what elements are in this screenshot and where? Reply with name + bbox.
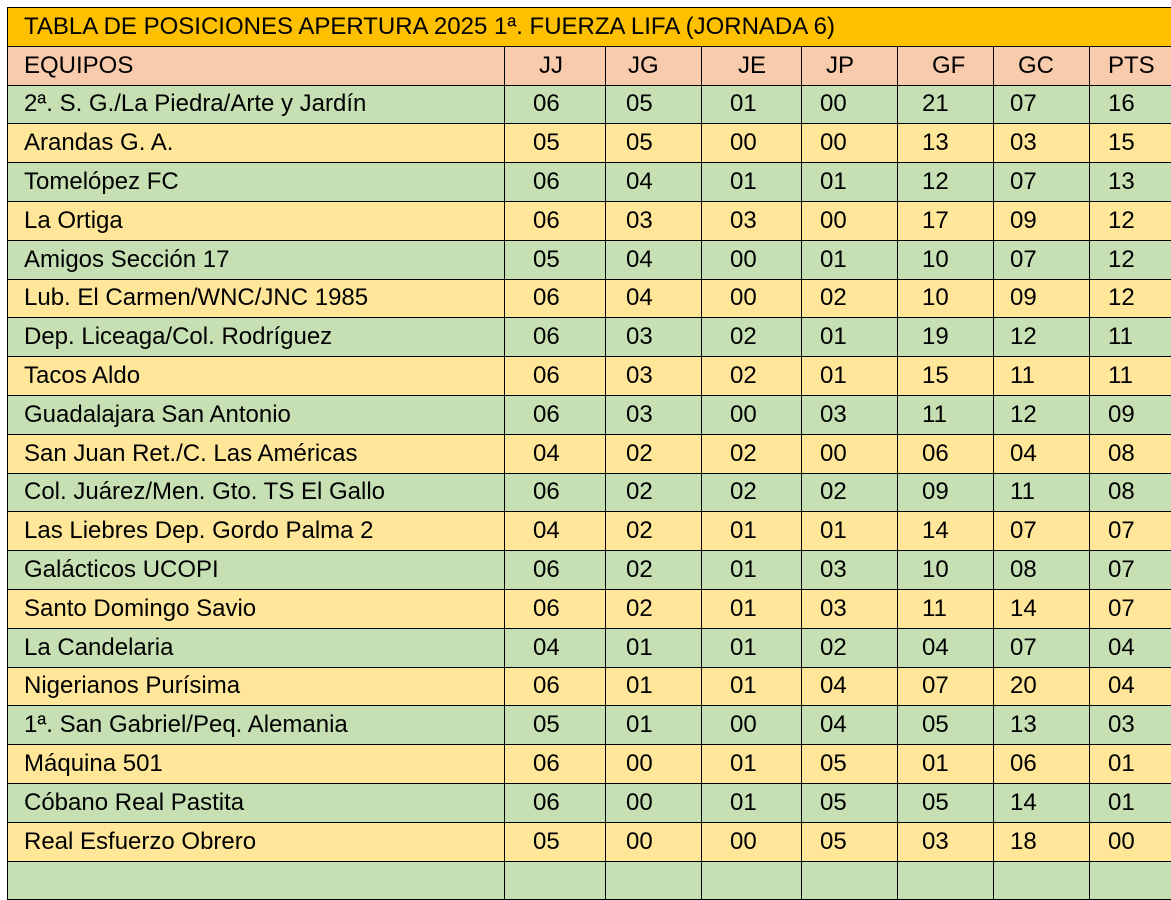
cell-gc: 11 [994,357,1090,396]
cell-gc: 07 [994,85,1090,124]
cell-team-name: San Juan Ret./C. Las Américas [8,434,505,473]
cell-pts: 16 [1090,85,1171,124]
cell-jg: 03 [606,357,702,396]
cell-pts: 04 [1090,628,1171,667]
empty-cell [606,861,702,900]
cell-pts: 12 [1090,279,1171,318]
cell-gc: 11 [994,473,1090,512]
cell-jj: 06 [505,357,606,396]
cell-jg: 03 [606,318,702,357]
cell-jp: 00 [802,434,898,473]
cell-team-name: Arandas G. A. [8,124,505,163]
table-row [8,357,1171,396]
cell-gc: 18 [994,822,1090,861]
empty-cell [994,861,1090,900]
cell-jg: 03 [606,201,702,240]
cell-gc: 08 [994,551,1090,590]
table-row [8,783,1171,822]
cell-gc: 07 [994,512,1090,551]
cell-pts: 07 [1090,551,1171,590]
cell-team-name: Máquina 501 [8,745,505,784]
cell-gc: 20 [994,667,1090,706]
cell-jp: 04 [802,706,898,745]
cell-jg: 00 [606,822,702,861]
cell-jp: 03 [802,589,898,628]
cell-team-name: La Candelaria [8,628,505,667]
cell-pts: 01 [1090,745,1171,784]
cell-jj: 06 [505,667,606,706]
cell-gf: 19 [898,318,994,357]
cell-team-name: 1ª. San Gabriel/Peq. Alemania [8,706,505,745]
cell-jj: 04 [505,434,606,473]
header-pts: PTS [1090,46,1171,85]
cell-jg: 01 [606,706,702,745]
cell-team-name: Lub. El Carmen/WNC/JNC 1985 [8,279,505,318]
cell-gf: 17 [898,201,994,240]
cell-jj: 05 [505,822,606,861]
cell-jp: 05 [802,822,898,861]
cell-jj: 06 [505,395,606,434]
cell-gf: 07 [898,667,994,706]
table-row [8,628,1171,667]
cell-gc: 07 [994,240,1090,279]
cell-team-name: Nigerianos Purísima [8,667,505,706]
empty-row [8,861,1171,900]
cell-team-name: Guadalajara San Antonio [8,395,505,434]
cell-jg: 02 [606,512,702,551]
cell-jp: 02 [802,473,898,512]
cell-jg: 01 [606,628,702,667]
cell-jj: 06 [505,551,606,590]
table-row [8,318,1171,357]
cell-jg: 04 [606,163,702,202]
table-row [8,240,1171,279]
cell-gc: 12 [994,318,1090,357]
cell-jg: 03 [606,395,702,434]
cell-jj: 04 [505,512,606,551]
cell-je: 02 [702,434,802,473]
cell-jp: 00 [802,85,898,124]
cell-pts: 03 [1090,706,1171,745]
cell-jp: 03 [802,551,898,590]
cell-pts: 11 [1090,357,1171,396]
cell-jp: 02 [802,628,898,667]
table-row [8,706,1171,745]
cell-pts: 08 [1090,434,1171,473]
table-row [8,279,1171,318]
cell-team-name: Real Esfuerzo Obrero [8,822,505,861]
cell-team-name: Cóbano Real Pastita [8,783,505,822]
cell-gc: 13 [994,706,1090,745]
table-row [8,395,1171,434]
cell-je: 02 [702,318,802,357]
cell-jg: 00 [606,745,702,784]
cell-gf: 05 [898,783,994,822]
cell-gf: 13 [898,124,994,163]
cell-team-name: Col. Juárez/Men. Gto. TS El Gallo [8,473,505,512]
cell-pts: 13 [1090,163,1171,202]
cell-jp: 04 [802,667,898,706]
cell-gf: 15 [898,357,994,396]
cell-team-name: Dep. Liceaga/Col. Rodríguez [8,318,505,357]
header-gf: GF [898,46,994,85]
header-jg: JG [606,46,702,85]
empty-cell [898,861,994,900]
cell-pts: 12 [1090,240,1171,279]
cell-team-name: Tomelópez FC [8,163,505,202]
cell-jg: 02 [606,551,702,590]
cell-team-name: 2ª. S. G./La Piedra/Arte y Jardín [8,85,505,124]
cell-team-name: Tacos Aldo [8,357,505,396]
cell-gc: 09 [994,201,1090,240]
cell-je: 00 [702,822,802,861]
cell-gc: 14 [994,783,1090,822]
cell-jj: 06 [505,745,606,784]
table-row [8,201,1171,240]
empty-cell [505,861,606,900]
cell-jj: 06 [505,589,606,628]
cell-gf: 01 [898,745,994,784]
cell-jp: 01 [802,357,898,396]
cell-gc: 12 [994,395,1090,434]
cell-gf: 03 [898,822,994,861]
cell-team-name: Santo Domingo Savio [8,589,505,628]
table-row [8,822,1171,861]
cell-gf: 04 [898,628,994,667]
header-je: JE [702,46,802,85]
cell-pts: 07 [1090,589,1171,628]
standings-table [7,7,1171,900]
cell-je: 01 [702,589,802,628]
table-row [8,434,1171,473]
cell-jj: 06 [505,473,606,512]
cell-jg: 01 [606,667,702,706]
cell-jp: 05 [802,745,898,784]
table-row [8,124,1171,163]
cell-gf: 10 [898,279,994,318]
header-equipos: EQUIPOS [8,46,505,85]
cell-je: 01 [702,85,802,124]
cell-jg: 02 [606,434,702,473]
table-row [8,512,1171,551]
cell-gf: 14 [898,512,994,551]
cell-jp: 03 [802,395,898,434]
cell-je: 01 [702,628,802,667]
cell-jg: 02 [606,589,702,628]
cell-jg: 05 [606,85,702,124]
cell-pts: 00 [1090,822,1171,861]
table-row [8,551,1171,590]
cell-jj: 06 [505,85,606,124]
cell-gf: 11 [898,395,994,434]
title-row [8,8,1171,47]
table-row [8,745,1171,784]
cell-je: 00 [702,706,802,745]
cell-je: 01 [702,745,802,784]
table-title: TABLA DE POSICIONES APERTURA 2025 1ª. FUERZA LIFA (JORNADA 6) [8,8,1171,47]
cell-jj: 05 [505,240,606,279]
cell-gf: 06 [898,434,994,473]
cell-gf: 12 [898,163,994,202]
empty-cell [702,861,802,900]
cell-jg: 00 [606,783,702,822]
header-jp: JP [802,46,898,85]
table-row [8,163,1171,202]
empty-cell [802,861,898,900]
cell-gc: 03 [994,124,1090,163]
cell-je: 00 [702,124,802,163]
cell-gf: 05 [898,706,994,745]
header-row [8,46,1171,85]
cell-gc: 07 [994,163,1090,202]
cell-je: 01 [702,512,802,551]
cell-pts: 15 [1090,124,1171,163]
cell-gc: 07 [994,628,1090,667]
header-jj: JJ [505,46,606,85]
cell-jp: 01 [802,240,898,279]
cell-pts: 12 [1090,201,1171,240]
cell-gf: 10 [898,240,994,279]
cell-je: 00 [702,395,802,434]
cell-gc: 09 [994,279,1090,318]
cell-pts: 11 [1090,318,1171,357]
cell-jj: 04 [505,628,606,667]
cell-pts: 07 [1090,512,1171,551]
cell-team-name: Las Liebres Dep. Gordo Palma 2 [8,512,505,551]
cell-jp: 00 [802,201,898,240]
cell-jg: 04 [606,279,702,318]
cell-jj: 06 [505,163,606,202]
cell-jp: 00 [802,124,898,163]
cell-pts: 04 [1090,667,1171,706]
cell-jj: 05 [505,124,606,163]
cell-gc: 14 [994,589,1090,628]
cell-jj: 06 [505,201,606,240]
table-row [8,589,1171,628]
table-row [8,667,1171,706]
cell-je: 03 [702,201,802,240]
table-row [8,473,1171,512]
header-gc: GC [994,46,1090,85]
cell-gf: 10 [898,551,994,590]
cell-jj: 06 [505,783,606,822]
cell-je: 01 [702,667,802,706]
cell-gf: 09 [898,473,994,512]
cell-jg: 02 [606,473,702,512]
cell-je: 00 [702,279,802,318]
cell-je: 00 [702,240,802,279]
cell-jj: 06 [505,318,606,357]
cell-team-name: Amigos Sección 17 [8,240,505,279]
cell-je: 02 [702,357,802,396]
cell-jg: 05 [606,124,702,163]
cell-jj: 06 [505,279,606,318]
cell-jp: 02 [802,279,898,318]
cell-pts: 01 [1090,783,1171,822]
cell-gc: 04 [994,434,1090,473]
cell-jg: 04 [606,240,702,279]
cell-je: 01 [702,163,802,202]
cell-team-name: Galácticos UCOPI [8,551,505,590]
cell-gf: 11 [898,589,994,628]
empty-cell [1090,861,1171,900]
table-row [8,85,1171,124]
cell-jp: 01 [802,163,898,202]
cell-gf: 21 [898,85,994,124]
cell-je: 01 [702,551,802,590]
cell-jp: 01 [802,512,898,551]
cell-pts: 08 [1090,473,1171,512]
cell-team-name: La Ortiga [8,201,505,240]
cell-pts: 09 [1090,395,1171,434]
cell-je: 01 [702,783,802,822]
empty-cell [8,861,505,900]
cell-je: 02 [702,473,802,512]
cell-jp: 05 [802,783,898,822]
cell-jj: 05 [505,706,606,745]
cell-gc: 06 [994,745,1090,784]
cell-jp: 01 [802,318,898,357]
